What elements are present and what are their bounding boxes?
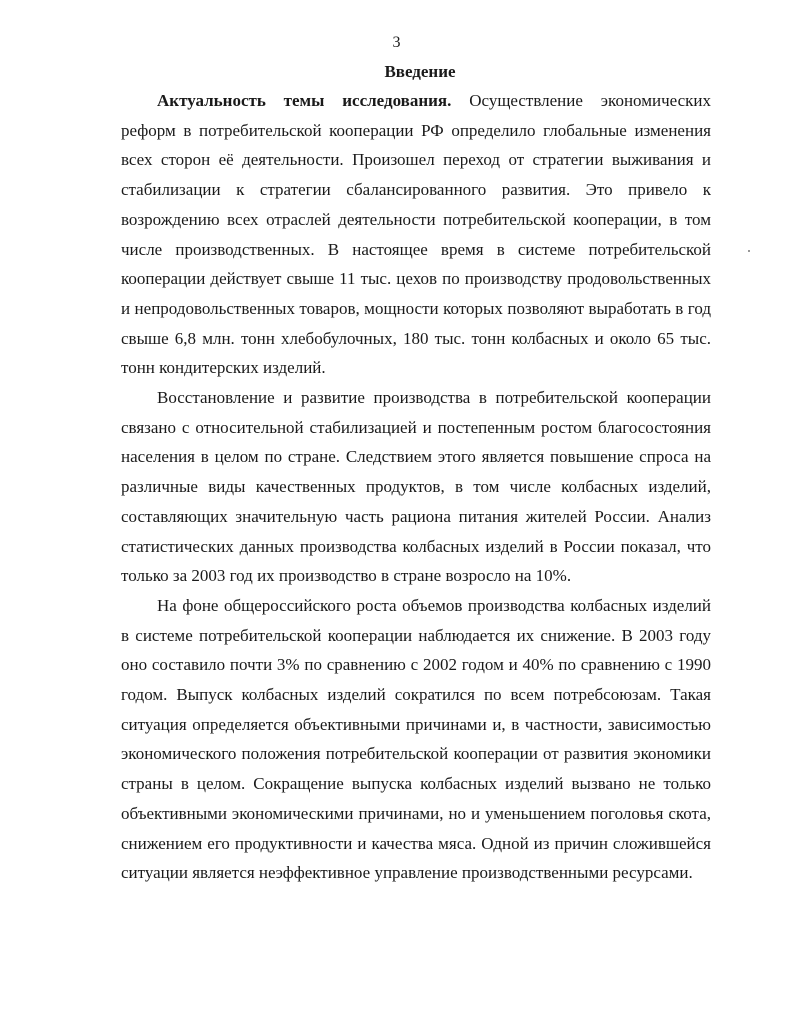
paragraph-text: Осуществление экономических реформ в потребительской кооперации РФ определило глобальные изменения всех сторон её деятельности. Произошел переход от стратегии выживания и стабилизации к стратегии сбалансированного развития. Это привело к возрождению всех отраслей деятельности потребительской кооперации, в том числе производственных. В настоящее время в системе потребительской кооперации действует свыше 11 тыс. цехов по производству продовольственных и непродовольственных товаров, мощности которых позволяют выработать в год свыше 6,8 млн. тонн хлебобулочных, 180 тыс. тонн колбасных и около 65 тыс. тонн кондитерских изделий.	[121, 91, 712, 378]
paragraph-3	[121, 591, 711, 888]
paragraph-2	[121, 383, 711, 591]
page-number: 3	[392, 34, 401, 51]
paragraph-text: На фоне общероссийского роста объемов производства колбасных изделий в системе потребительской кооперации наблюдается их снижение. В 2003 году оно составило почти 3% по сравнению с 2002 годом и 40% по сравнению с 1990 годом. Выпуск колбасных изделий сократился по всем потребсоюзам. Такая ситуация определяется объективными причинами и, в частности, зависимостью экономического положения потребительской кооперации от развития экономики страны в целом. Сокращение выпуска колбасных изделий вызвано не только объективными экономическими причинами, но и уменьшением поголовья скота, снижением его продуктивности и качества мяса. Одной из причин сложившейся ситуации является неэффективное управление производственными ресурсами.	[121, 595, 711, 883]
section-title: Введение	[384, 62, 456, 81]
paragraph-1	[121, 86, 711, 383]
body-text	[121, 86, 711, 888]
paragraph-lead: Актуальность темы исследования.	[157, 91, 452, 110]
scan-speck	[748, 250, 750, 252]
paragraph-text: Восстановление и развитие производства в потребительской кооперации связано с относительной стабилизацией и постепенным ростом благосостояния населения в целом по стране. Следствием этого является повышение спроса на различные виды качественных продуктов, в том числе колбасных изделий, составляющих значительную часть рациона питания жителей России. Анализ статистических данных производства колбасных изделий в России показал, что только за 2003 год их производство в стране возросло на 10%.	[121, 388, 711, 586]
